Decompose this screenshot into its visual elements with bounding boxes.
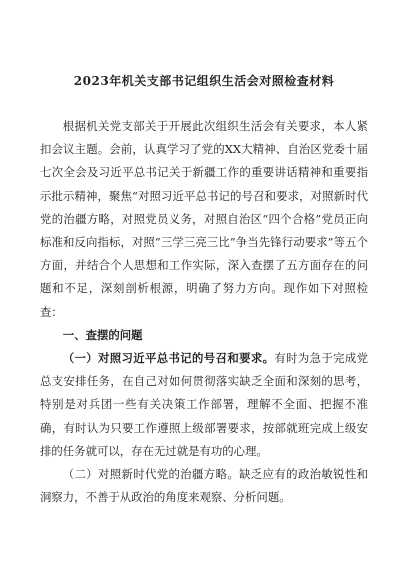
subsection-2-paragraph <box>40 463 368 509</box>
section-heading-problems: 一、查摆的问题 <box>62 327 143 342</box>
subsection-2-heading: （二）对照新时代党的治疆方略。 <box>62 467 240 482</box>
subsection-1-body: 有时为急于完成党总支安排任务，在自己对如何贯彻落实缺乏全面和深刻的思考，特别是对兵团一些有关决策工作部署，理解不全面、把握不准确，有时认为只要工作遵照上级部署要求，按部就班完成上级安排的任务就可以，存在无过就是有功的心理。 <box>40 351 368 458</box>
subsection-1-paragraph <box>40 347 368 463</box>
document-title: 2023年机关支部书记组织生活会对照检查材料 <box>73 74 335 88</box>
intro-paragraph: 根据机关党支部关于开展此次组织生活会有关要求，本人紧扣会议主题。会前，认真学习了党的XX大精神、自治区党委十届七次全会及习近平总书记关于新疆工作的重要讲话精神和重要指示批示精神，聚焦“对照习近平总书记的号召和要求，对照新时代党的治疆方略，对照党员义务，对照自治区“四个合格”党员正向标准和反向指标，对照“三学三亮三比”争当先锋行动要求”等五个方面，并结合个人思想和工作实际，深入查摆了五方面存在的问题和不足，深刻剖析根源，明确了努力方向。现作如下对照检查： <box>40 119 368 319</box>
subsection-1-heading: （一）对照习近平总书记的号召和要求。 <box>62 351 275 366</box>
subsection-2-body: 缺乏应有的政治敏锐性和洞察力，不善于从政治的角度来观察、分析问题。 <box>40 467 368 505</box>
